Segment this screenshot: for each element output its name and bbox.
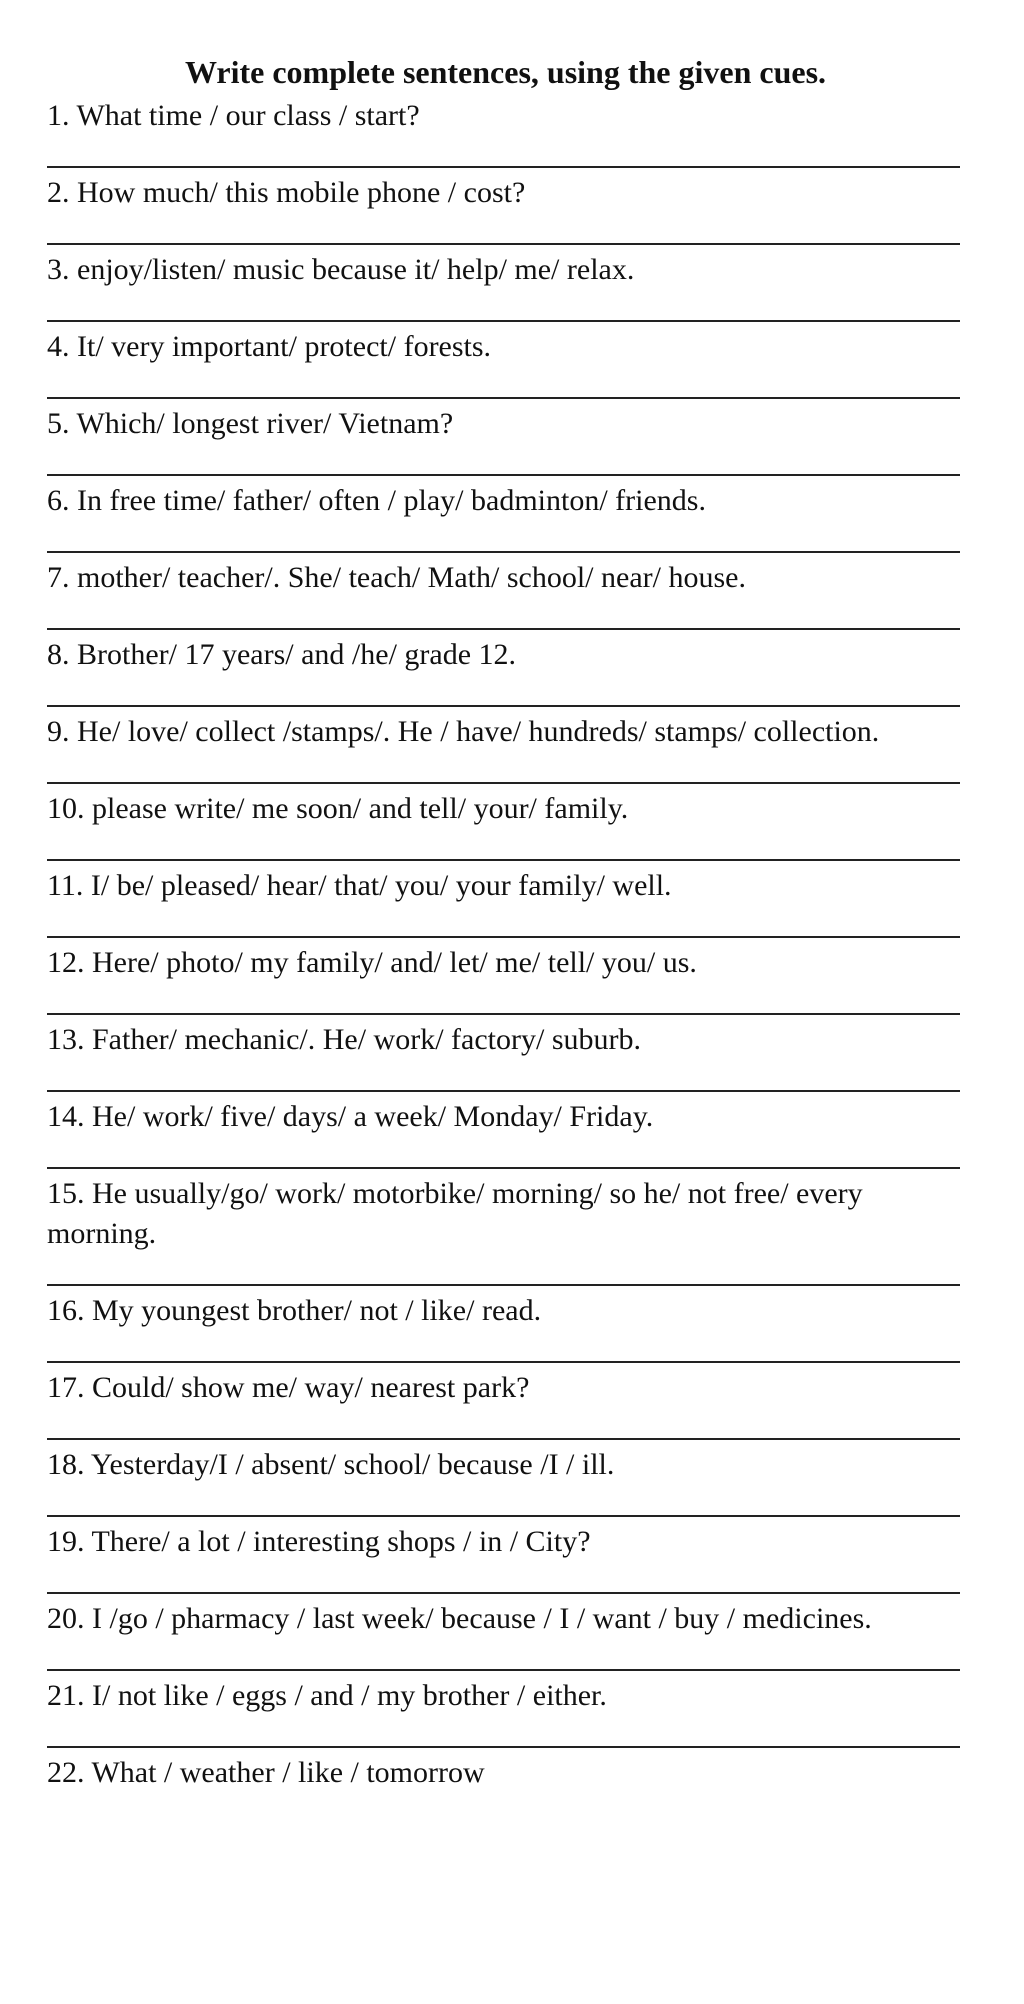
answer-line[interactable]	[47, 1090, 960, 1092]
answer-line[interactable]	[47, 705, 960, 707]
question-text: 1. What time / our class / start?	[47, 99, 420, 132]
question-text: 20. I /go / pharmacy / last week/ because / I / want / buy / medicines.	[47, 1602, 872, 1635]
answer-line[interactable]	[47, 1167, 960, 1169]
question-item	[47, 250, 964, 322]
question-text: 6. In free time/ father/ often / play/ badminton/ friends.	[47, 484, 706, 517]
question-text: 19. There/ a lot / interesting shops / in / City?	[47, 1525, 591, 1558]
question-item	[47, 481, 964, 553]
answer-line[interactable]	[47, 782, 960, 784]
question-item	[47, 558, 964, 630]
answer-line[interactable]	[47, 166, 960, 168]
answer-line[interactable]	[47, 1746, 960, 1748]
question-text: 5. Which/ longest river/ Vietnam?	[47, 407, 454, 440]
question-item	[47, 1522, 964, 1594]
question-text: 3. enjoy/listen/ music because it/ help/ me/ relax.	[47, 253, 635, 286]
answer-line[interactable]	[47, 1361, 960, 1363]
question-text: 16. My youngest brother/ not / like/ read.	[47, 1294, 542, 1327]
answer-line[interactable]	[47, 320, 960, 322]
question-item	[47, 1368, 964, 1440]
question-text: 12. Here/ photo/ my family/ and/ let/ me/ tell/ you/ us.	[47, 946, 697, 979]
question-text: 10. please write/ me soon/ and tell/ your/ family.	[47, 792, 629, 825]
question-list	[47, 96, 964, 1793]
question-text: 15. He usually/go/ work/ motorbike/ morning/ so he/ not free/ every morning.	[47, 1177, 863, 1250]
worksheet-title: Write complete sentences, using the given cues.	[184, 54, 827, 90]
answer-line[interactable]	[47, 859, 960, 861]
question-item	[47, 327, 964, 399]
question-item	[47, 866, 964, 938]
answer-line[interactable]	[47, 628, 960, 630]
question-item	[47, 1097, 964, 1169]
question-text: 14. He/ work/ five/ days/ a week/ Monday/ Friday.	[47, 1100, 654, 1133]
question-item	[47, 635, 964, 707]
question-text: 8. Brother/ 17 years/ and /he/ grade 12.	[47, 638, 517, 671]
answer-line[interactable]	[47, 551, 960, 553]
question-text: 18. Yesterday/I / absent/ school/ because /I / ill.	[47, 1448, 615, 1481]
answer-line[interactable]	[47, 1515, 960, 1517]
answer-line[interactable]	[47, 397, 960, 399]
question-text: 9. He/ love/ collect /stamps/. He / have/ hundreds/ stamps/ collection.	[47, 715, 880, 748]
question-item	[47, 789, 964, 861]
answer-line[interactable]	[47, 243, 960, 245]
question-item	[47, 1291, 964, 1363]
question-text: 17. Could/ show me/ way/ nearest park?	[47, 1371, 530, 1404]
answer-line[interactable]	[47, 1438, 960, 1440]
question-text: 13. Father/ mechanic/. He/ work/ factory/ suburb.	[47, 1023, 641, 1056]
question-item	[47, 1676, 964, 1748]
answer-line[interactable]	[47, 1592, 960, 1594]
question-text: 4. It/ very important/ protect/ forests.	[47, 330, 492, 363]
question-item	[47, 173, 964, 245]
question-item	[47, 712, 964, 784]
question-item	[47, 1020, 964, 1092]
question-text: 11. I/ be/ pleased/ hear/ that/ you/ your family/ well.	[47, 869, 672, 902]
question-item	[47, 1445, 964, 1517]
question-text: 21. I/ not like / eggs / and / my brother / either.	[47, 1679, 607, 1712]
question-item	[47, 404, 964, 476]
question-item	[47, 1174, 964, 1286]
question-text: 7. mother/ teacher/. She/ teach/ Math/ school/ near/ house.	[47, 561, 746, 594]
answer-line[interactable]	[47, 1284, 960, 1286]
answer-line[interactable]	[47, 936, 960, 938]
question-item	[47, 1753, 964, 1793]
answer-line[interactable]	[47, 1013, 960, 1015]
question-item	[47, 943, 964, 1015]
question-item	[47, 1599, 964, 1671]
question-item	[47, 96, 964, 168]
question-text: 22. What / weather / like / tomorrow	[47, 1756, 485, 1789]
answer-line[interactable]	[47, 474, 960, 476]
answer-line[interactable]	[47, 1669, 960, 1671]
question-text: 2. How much/ this mobile phone / cost?	[47, 176, 526, 209]
